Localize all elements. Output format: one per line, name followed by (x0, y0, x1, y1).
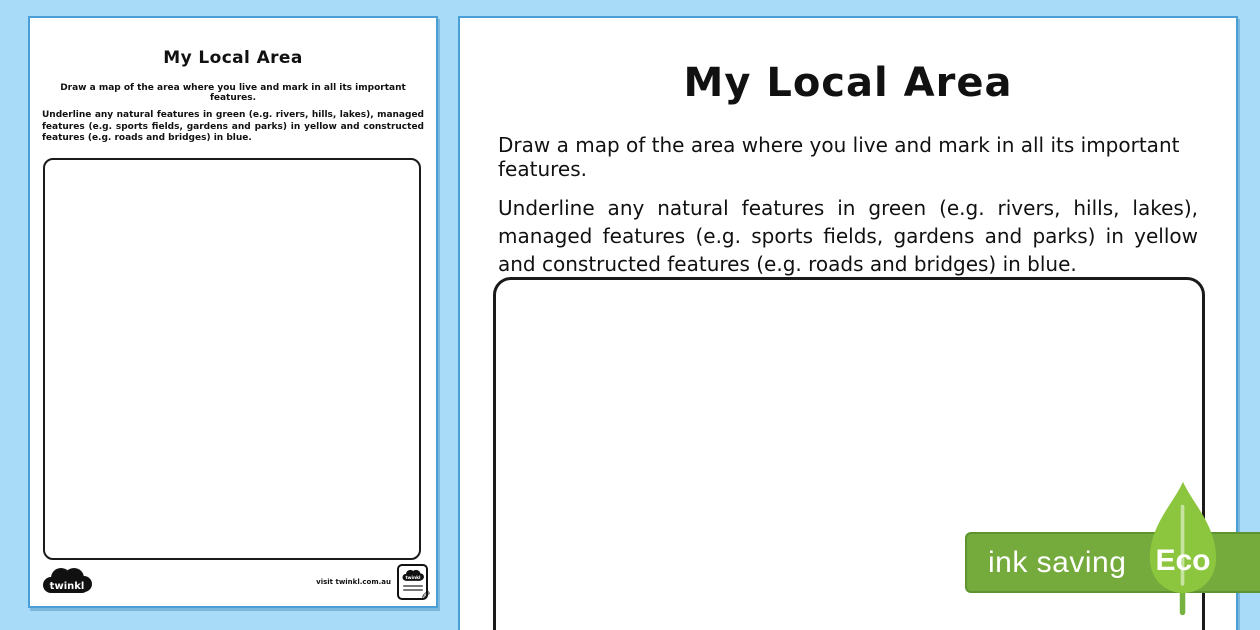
pencil-icon: ✎ (417, 589, 432, 601)
right-instruction-2: Underline any natural features in green (e.g. rivers, hills, lakes), managed features (e.g. sports fields, gardens and parks) in yellow and constructed features (e.g. roads and bridges) in blue. (498, 196, 1198, 276)
left-page-footer (40, 565, 432, 601)
twinkl-logo-text: twinkl (49, 581, 85, 592)
left-drawing-box (43, 158, 421, 560)
twinkl-approval-badge (397, 564, 432, 601)
badge-cloud-text: twinkl (404, 576, 421, 582)
twinkl-logo-icon (40, 566, 94, 598)
left-page-title: My Local Area (163, 48, 303, 68)
left-page (28, 16, 438, 608)
eco-label: Eco (1155, 544, 1211, 577)
visit-url-text: visit twinkl.com.au (316, 578, 391, 586)
left-footer-right (316, 564, 432, 601)
badge-fineprint-line (403, 585, 423, 587)
ink-saving-label: ink saving (988, 546, 1127, 579)
right-instruction-1: Draw a map of the area where you live and mark in all its important features. (498, 133, 1180, 181)
badge-cloud-icon (401, 569, 425, 583)
left-instruction-1: Draw a map of the area where you live and mark in all its important features. (60, 83, 406, 103)
right-page-title: My Local Area (683, 60, 1013, 106)
left-instruction-2: Underline any natural features in green (e.g. rivers, hills, lakes), managed features (e.g. sports fields, gardens and parks) in yellow and constructed features (e.g. roads and bridges) in blue. (42, 110, 424, 143)
